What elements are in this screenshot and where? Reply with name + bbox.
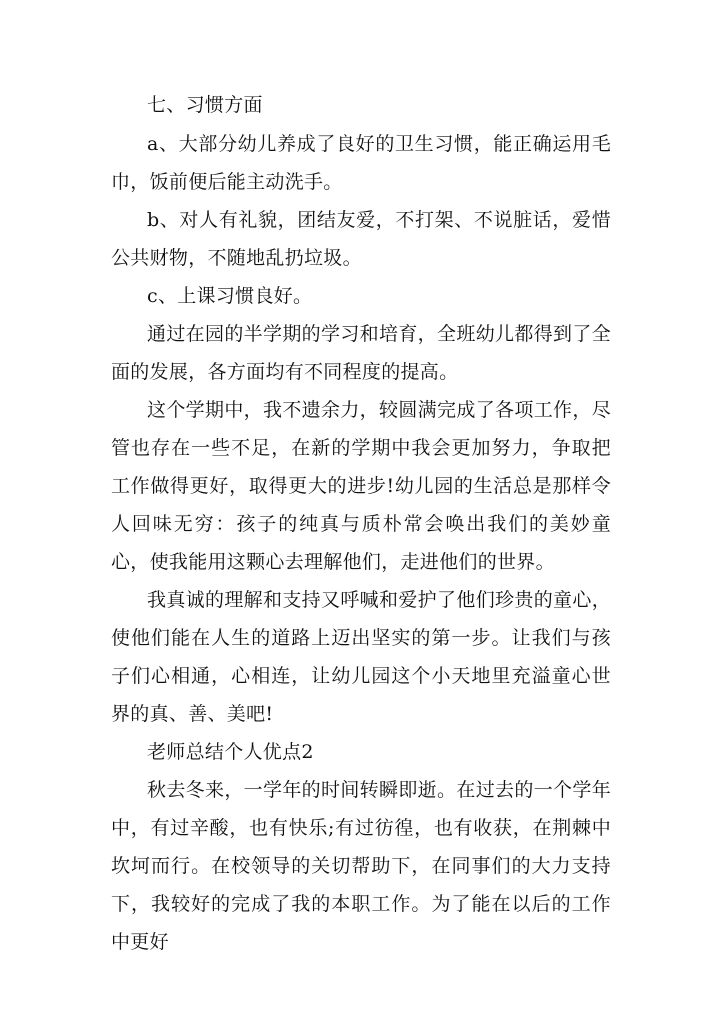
paragraph-hygiene: a、大部分幼儿养成了良好的卫生习惯，能正确运用毛巾，饭前便后能主动洗手。 — [111, 133, 611, 193]
section-heading-teacher-summary: 老师总结个人优点2 — [147, 741, 314, 763]
paragraph-semester-summary: 这个学期中，我不遗余力，较圆满完成了各项工作，尽管也存在一些不足，在新的学期中我会更加努力，争取把工作做得更好，取得更大的进步!幼儿园的生活总是那样令人回味无穷：孩子的纯真与质朴常会唤出我们的美妙童心，使我能用这颗心去理解他们，走进他们的世界。 — [111, 399, 611, 573]
paragraph-class-habits: c、上课习惯良好。 — [147, 285, 313, 307]
paragraph-childlike-heart: 我真诚的理解和支持又呼喊和爱护了他们珍贵的童心，使他们能在人生的道路上迈出坚实的第一步。让我们与孩子们心相通，心相连，让幼儿园这个小天地里充溢童心世界的真、善、美吧! — [111, 589, 611, 725]
section-heading-habits: 七、习惯方面 — [147, 94, 263, 116]
paragraph-development: 通过在园的半学期的学习和培育，全班幼儿都得到了全面的发展，各方面均有不同程度的提高。 — [111, 323, 611, 383]
paragraph-manners: b、对人有礼貌，团结友爱，不打架、不说脏话，爱惜公共财物，不随地乱扔垃圾。 — [111, 209, 611, 269]
paragraph-school-year: 秋去冬来，一学年的时间转瞬即逝。在过去的一个学年中，有过辛酸，也有快乐;有过彷徨，也有收获，在荆棘中坎坷而行。在校领导的关切帮助下，在同事们的大力支持下，我较好的完成了我的本职工作。为了能在以后的工作中更好 — [111, 779, 611, 953]
